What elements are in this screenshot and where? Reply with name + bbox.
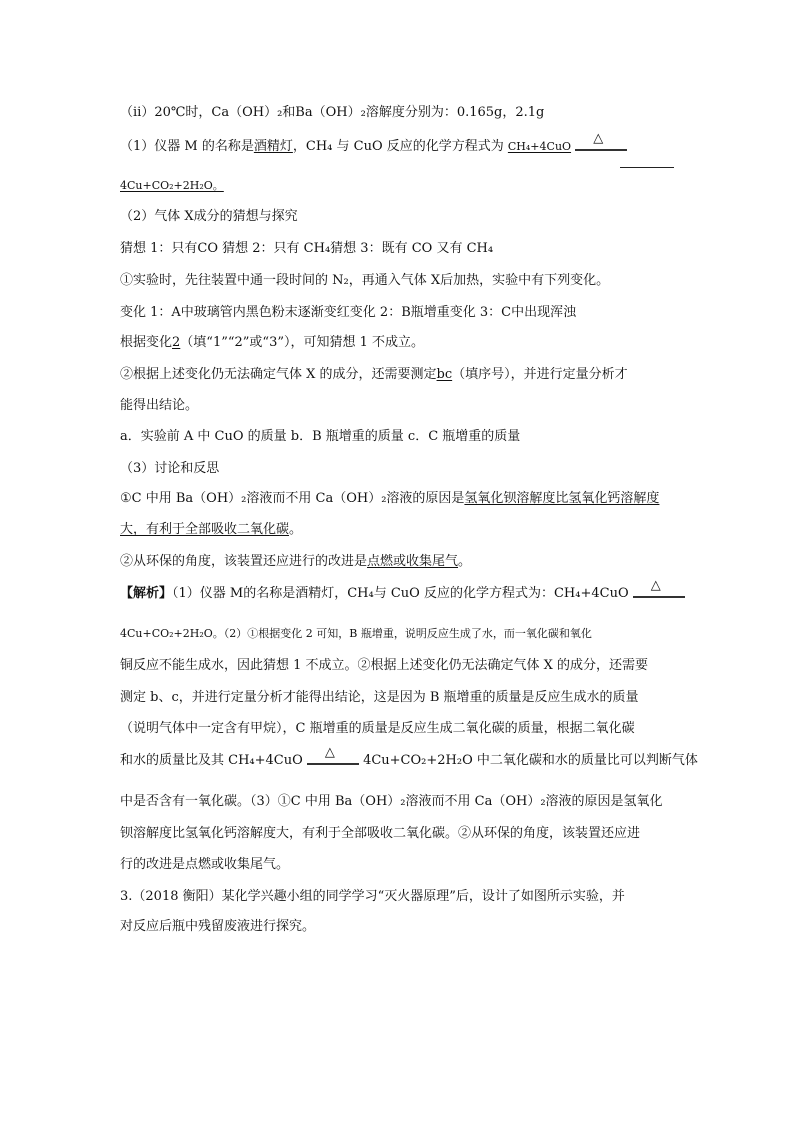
heat-symbol: △ bbox=[324, 744, 335, 760]
text-line-14 bbox=[120, 521, 302, 539]
text-line-2 bbox=[120, 130, 627, 156]
text-line-9 bbox=[120, 366, 628, 384]
text-line-5: 猜想 1：只有CO 猜想 2：只有 CH₄猜想 3：既有 CO 又有 CH₄ bbox=[120, 241, 494, 256]
heat-condition-arrow bbox=[575, 130, 627, 154]
text-segment: ②根据上述变化仍无法确定气体 X 的成分，还需要测定 bbox=[120, 367, 437, 382]
text-segment: （填“1”“2”或“3”），可知猜想 1 不成立。 bbox=[180, 335, 425, 350]
text-line-11: a．实验前 A 中 CuO 的质量 b．B 瓶增重的质量 c．C 瓶增重的质量 bbox=[120, 429, 521, 444]
text-segment: （1）仪器 M的名称是酒精灯，CH₄与 CuO 反应的化学方程式为：CH₄+4CuO bbox=[172, 586, 629, 601]
text-line-13 bbox=[120, 490, 659, 508]
text-line-3 bbox=[120, 177, 224, 195]
answer-change: 2 bbox=[172, 335, 181, 350]
text-segment: 4Cu+CO₂+2H₂O 中二氧化碳和水的质量比可以判断气体 bbox=[363, 753, 698, 768]
text-line-15 bbox=[120, 553, 471, 571]
text-line-1: （ⅱ）20℃时，Ca（OH）₂和Ba（OH）₂溶解度分别为：0.165g，2.1g bbox=[120, 105, 545, 120]
text-segment: 。 bbox=[458, 554, 472, 569]
text-segment: 根据变化 bbox=[120, 335, 173, 350]
reaction-bar bbox=[633, 596, 685, 598]
analysis-line-2: 4Cu+CO₂+2H₂O。（2）①根据变化 2 可知，B 瓶增重，说明反应生成了水，而一氧化碳和氧化 bbox=[120, 627, 592, 640]
text-segment: （1）仪器 M 的名称是 bbox=[120, 139, 254, 154]
text-segment: （填序号），并进行定量分析才 bbox=[452, 367, 628, 382]
analysis-line-6 bbox=[120, 744, 698, 770]
answer-instrument: 酒精灯 bbox=[253, 139, 293, 154]
heat-condition-arrow bbox=[307, 744, 359, 768]
heat-symbol: △ bbox=[593, 130, 604, 146]
answer-equation-left: CH₄+4CuO bbox=[507, 140, 572, 153]
analysis-line-8: 钡溶解度比氢氧化钙溶解度大，有利于全部吸收二氧化碳。②从环保的角度，该装置还应进 bbox=[120, 826, 641, 841]
reaction-bar bbox=[575, 149, 627, 151]
analysis-line-1 bbox=[120, 577, 685, 603]
question-3-line-2: 对反应后瓶中残留废液进行探究。 bbox=[120, 919, 316, 934]
text-line-8 bbox=[120, 334, 424, 352]
text-line-10: 能得出结论。 bbox=[120, 398, 199, 413]
answer-equation-right: 4Cu+CO₂+2H₂O。 bbox=[120, 179, 224, 192]
analysis-label: 【解析】 bbox=[120, 586, 173, 601]
text-line-4: （2）气体 X成分的猜想与探究 bbox=[120, 209, 298, 224]
text-line-6: ①实验时，先往装置中通一段时间的 N₂，再通入气体 X后加热，实验中有下列变化。 bbox=[120, 273, 610, 288]
text-segment: 和水的质量比及其 CH₄+4CuO bbox=[120, 753, 303, 768]
analysis-line-7: 中是否含有一氧化碳。（3）①C 中用 Ba（OH）₂溶液而不用 Ca（OH）₂溶液的原因是氢氧化 bbox=[120, 794, 663, 809]
underline-rule bbox=[620, 167, 674, 168]
text-segment: ①C 中用 Ba（OH）₂溶液而不用 Ca（OH）₂溶液的原因是 bbox=[120, 491, 465, 506]
text-segment: 。 bbox=[289, 522, 303, 537]
heat-condition-arrow bbox=[633, 577, 685, 601]
heat-symbol: △ bbox=[650, 577, 661, 593]
answer-improvement: 点燃或收集尾气 bbox=[367, 554, 459, 569]
text-segment: ，CH₄ 与 CuO 反应的化学方程式为 bbox=[292, 139, 504, 154]
answer-measure: bc bbox=[436, 367, 453, 382]
question-3-line-1: 3.（2018 衡阳）某化学兴趣小组的同学学习“灭火器原理”后，设计了如图所示实验，并 bbox=[120, 889, 625, 904]
text-line-12: （3）讨论和反思 bbox=[120, 461, 220, 476]
reaction-bar bbox=[307, 763, 359, 765]
analysis-line-5: （说明气体中一定含有甲烷），C 瓶增重的质量是反应生成二氧化碳的质量，根据二氧化碳 bbox=[120, 721, 635, 736]
analysis-line-3: 铜反应不能生成水，因此猜想 1 不成立。②根据上述变化仍无法确定气体 X 的成分，还需要 bbox=[120, 658, 649, 673]
analysis-line-4: 测定 b、c，并进行定量分析才能得出结论，这是因为 B 瓶增重的质量是反应生成水的质量 bbox=[120, 690, 639, 705]
text-segment: ②从环保的角度，该装置还应进行的改进是 bbox=[120, 554, 368, 569]
answer-reason-part2: 大，有利于全部吸收二氧化碳 bbox=[120, 522, 290, 537]
answer-reason-part1: 氢氧化钡溶解度比氢氧化钙溶解度 bbox=[464, 491, 660, 506]
text-line-7: 变化 1：A中玻璃管内黑色粉末逐渐变红变化 2：B瓶增重变化 3：C中出现浑浊 bbox=[120, 305, 577, 320]
analysis-line-9: 行的改进是点燃或收集尾气。 bbox=[120, 857, 290, 872]
